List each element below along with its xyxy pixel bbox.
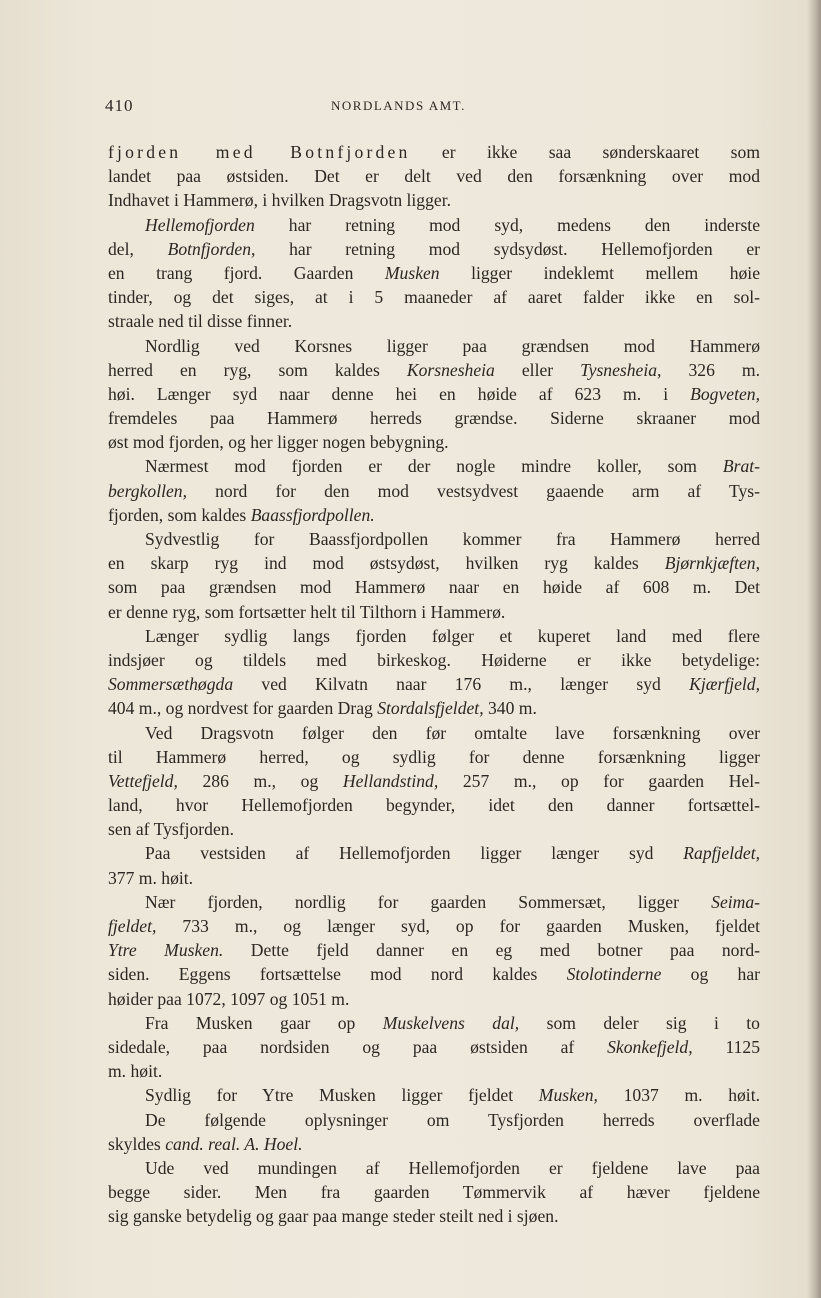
text-line: m. høit. [108,1061,163,1082]
text-line: fjeldet, 733 m., og længer syd, op for gaarden Musken, fjeldet [108,916,760,936]
text-line: fjorden, som kaldes Baassfjordpollen. [108,504,375,525]
text-line: en skarp ryg ind mod østsydøst, hvilken ryg kaldes Bjørnkjæften, [108,553,760,574]
text-line: begge sider. Men fra gaarden Tømmervik af hæver fjeldene [108,1182,760,1203]
text-line: sig ganske betydelig og gaar paa mange steder steilt ned i sjøen. [108,1206,559,1227]
text-line: del, Botnfjorden, har retning mod sydsydøst. Hellemofjorden er [108,238,760,259]
running-head: NORDLANDS AMT. [331,98,466,113]
text-line: Ytre Musken. Dette fjeld danner en eg med botner paa nord- [108,940,760,961]
text-line: sidedale, paa nordsiden og paa østsiden af Skonkefjeld, 1125 [108,1036,761,1057]
text-line: er denne ryg, som fortsætter helt til Tilthorn i Hammerø. [108,601,506,622]
page-edge-shadow [807,0,821,1298]
text-line: landet paa østsiden. Det er delt ved den forsænkning over mod [108,166,760,187]
text-line: herred en ryg, som kaldes Korsnesheia eller Tysnesheia, 326 m. [108,359,760,380]
page-number: 410 [105,96,134,115]
text-line: Nær fjorden, nordlig for gaarden Sommersæt, ligger Seima- [145,891,760,912]
text-line: 377 m. høit. [108,867,194,888]
text-line: Sommersæthøgda ved Kilvatn naar 176 m., længer syd Kjærfjeld, [108,674,760,695]
text-line: sen af Tysfjorden. [108,819,234,840]
text-line: skyldes cand. real. A. Hoel. [108,1133,303,1154]
body-text [108,140,760,1228]
text-line: Paa vestsiden af Hellemofjorden ligger længer syd Rapfjeldet, [145,843,760,864]
text-line: land, hvor Hellemofjorden begynder, idet den danner fortsættel- [108,795,760,816]
text-line: Sydvestlig for Baassfjordpollen kommer fra Hammerø herred [145,529,760,549]
text-line: høi. Længer syd naar denne hei en høide af 623 m. i Bogveten, [108,383,760,404]
text-line: straale ned til disse finner. [108,311,293,332]
text-line: Hellemofjorden har retning mod syd, medens den inderste [145,214,760,235]
text-line: De følgende oplysninger om Tysfjorden herreds overflade [145,1109,760,1130]
text-line: bergkollen, nord for den mod vestsydvest gaaende arm af Tys- [108,480,760,501]
text-line: øst mod fjorden, og her ligger nogen bebygning. [108,432,449,453]
text-line: fremdeles paa Hammerø herreds grændse. Siderne skraaner mod [108,408,760,429]
text-line: til Hammerø herred, og sydlig for denne forsænkning ligger [108,746,760,767]
text-line: høider paa 1072, 1097 og 1051 m. [108,988,350,1009]
text-line: en trang fjord. Gaarden Musken ligger indeklemt mellem høie [108,262,760,283]
page-header [105,96,761,120]
text-line: tinder, og det siges, at i 5 maaneder af aaret falder ikke en sol- [108,287,760,308]
text-line: indsjøer og tildels med birkeskog. Høiderne er ikke betydelige: [108,649,760,670]
text-line: 404 m., og nordvest for gaarden Drag Stordalsfjeldet, 340 m. [108,698,537,719]
text-line: Fra Musken gaar op Muskelvens dal, som deler sig i to [145,1012,760,1033]
text-line: Vettefjeld, 286 m., og Hellandstind, 257 m., op for gaarden Hel- [108,770,761,791]
text-line: Indhavet i Hammerø, i hvilken Dragsvotn ligger. [108,190,452,211]
text-line: fjorden med Botnfjorden er ikke saa sønderskaaret som [108,142,761,162]
text-line: Nærmest mod fjorden er der nogle mindre koller, som Brat- [145,456,760,477]
text-line: Ved Dragsvotn følger den før omtalte lave forsænkning over [145,722,760,743]
text-line: siden. Eggens fortsættelse mod nord kaldes Stolotinderne og har [108,964,760,985]
text-line: Ude ved mundingen af Hellemofjorden er fjeldene lave paa [145,1157,760,1178]
text-line: Længer sydlig langs fjorden følger et kuperet land med flere [145,625,760,646]
text-line: som paa grændsen mod Hammerø naar en høide af 608 m. Det [108,577,760,598]
text-line: Sydlig for Ytre Musken ligger fjeldet Musken, 1037 m. høit. [145,1085,760,1106]
text-line: Nordlig ved Korsnes ligger paa grændsen mod Hammerø [145,335,760,356]
